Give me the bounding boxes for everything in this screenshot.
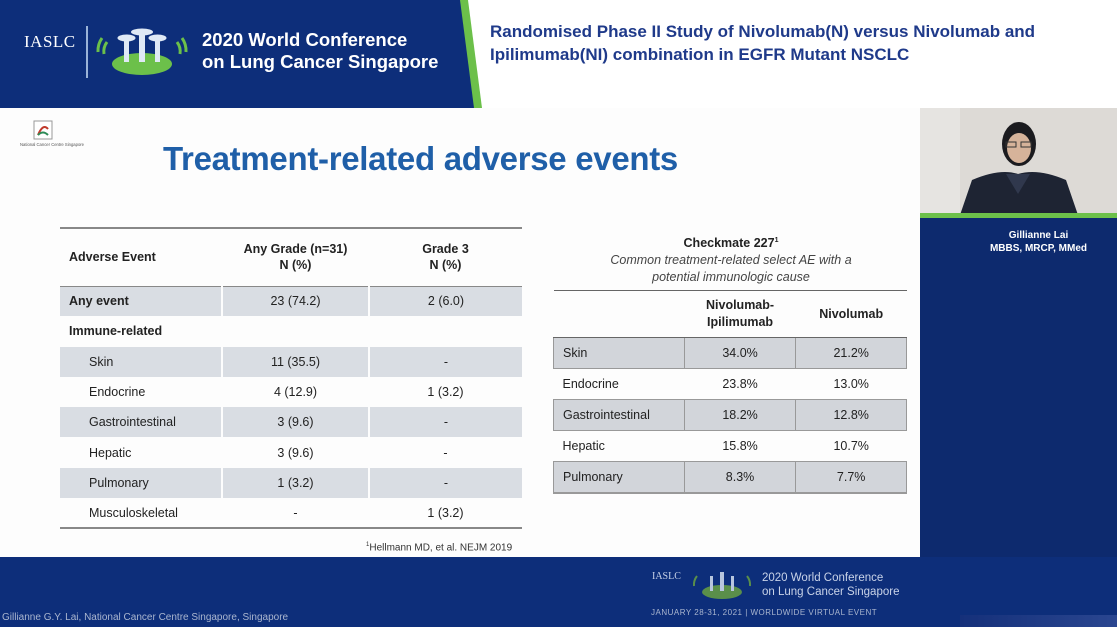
row-grade3: - (369, 407, 522, 437)
row-nivo: 21.2% (796, 338, 907, 369)
row-label: Hepatic (562, 439, 605, 453)
bottom-conference-title (762, 571, 899, 599)
nccs-logo-text: National Cancer Centre Singapore (20, 142, 85, 147)
row-nivo-ipi: 18.2% (684, 400, 796, 431)
row-nivo: 7.7% (796, 462, 907, 493)
row-nivo-ipi: 34.0% (684, 338, 796, 369)
table-row (60, 498, 522, 528)
table-row (554, 462, 907, 493)
checkmate-table (553, 290, 907, 494)
bottom-conference-line1: 2020 World Conference (762, 572, 884, 584)
table-header-any-grade: Any Grade (n=31) N (%) (222, 228, 369, 286)
row-grade3: 1 (3.2) (369, 498, 522, 528)
table-row (60, 316, 522, 346)
footnote: $^1$Hellmann MD, et al. NEJM 2019 (366, 542, 513, 554)
row-grade3 (369, 316, 522, 346)
row-label: Hepatic (89, 445, 132, 460)
row-label: Gastrointestinal (554, 400, 685, 431)
bottom-event-dates: JANUARY 28-31, 2021 | WORLDWIDE VIRTUAL EVENT (651, 608, 878, 617)
table-header-grade3: Grade 3 N (%) (369, 228, 522, 286)
bottom-right-band (960, 615, 1117, 627)
checkmate-title: Checkmate $227^1$ (683, 236, 779, 251)
table-row (554, 431, 907, 462)
checkmate-subtitle-line2: potential immunologic cause (652, 270, 810, 285)
row-label: Pulmonary (554, 462, 685, 493)
row-grade3: 2 (6.0) (369, 286, 522, 316)
row-label: Gastrointestinal (60, 407, 222, 437)
iaslc-logo-text: IASLC (24, 32, 76, 51)
row-any-grade: 23 (74.2) (222, 286, 369, 316)
bottom-conference-logo-icon (688, 568, 756, 602)
row-label: Endocrine (89, 385, 146, 400)
row-label: Any event (60, 286, 222, 316)
conference-title (202, 29, 438, 73)
speaker-credentials: MBBS, MRCP, MMed (989, 243, 1088, 254)
table-row (60, 286, 522, 316)
speaker-name: Gillianne Lai (1008, 230, 1069, 241)
row-label: Immune-related (69, 324, 163, 339)
conference-logo-icon (92, 24, 192, 80)
table-row (554, 338, 907, 369)
nccs-logo-icon (18, 118, 88, 173)
row-nivo: 12.8% (796, 400, 907, 431)
row-grade3: - (369, 468, 522, 498)
table-row (554, 369, 907, 400)
cm-header-nivo-ipi: Nivolumab- Ipilimumab (684, 291, 796, 338)
bottom-speaker-caption: Gillianne G.Y. Lai, National Cancer Centre Singapore, Singapore (2, 612, 289, 623)
checkmate-subtitle-line1: Common treatment-related select AE with a (610, 253, 852, 268)
row-any-grade: 1 (3.2) (222, 468, 369, 498)
cm-header-nivo: Nivolumab (796, 291, 907, 338)
speaker-video (920, 108, 1117, 215)
row-any-grade: 11 (35.5) (222, 347, 369, 377)
table-row (60, 377, 522, 407)
adverse-events-table (60, 227, 522, 529)
table-row (60, 437, 522, 467)
row-label: Skin (60, 347, 222, 377)
row-nivo: 10.7% (833, 439, 869, 453)
table-row (60, 347, 522, 377)
row-nivo: 13.0% (833, 377, 869, 391)
row-grade3: 1 (3.2) (427, 385, 464, 400)
slide-title: Treatment-related adverse events (163, 140, 678, 177)
row-label: Endocrine (562, 377, 619, 391)
row-label: Pulmonary (60, 468, 222, 498)
row-nivo-ipi: 23.8% (722, 377, 758, 391)
row-label: Skin (554, 338, 685, 369)
study-title: Randomised Phase II Study of Nivolumab(N) versus Nivolumab and Ipilimumab(NI) combination in EGFR Mutant NSCLC (490, 22, 1036, 64)
header-divider (86, 26, 88, 78)
table-row (60, 468, 522, 498)
conference-title-line2: on Lung Cancer Singapore (202, 51, 439, 72)
table-row (60, 407, 522, 437)
speaker-name-card (920, 229, 1117, 255)
table-row (554, 400, 907, 431)
row-label: Musculoskeletal (60, 498, 222, 528)
row-any-grade: - (222, 498, 369, 528)
row-any-grade: 4 (12.9) (273, 385, 318, 400)
row-any-grade (222, 316, 369, 346)
cm-header-blank (554, 291, 685, 338)
row-any-grade: 3 (9.6) (222, 407, 369, 437)
row-any-grade: 3 (9.6) (277, 445, 314, 460)
bottom-conference-line2: on Lung Cancer Singapore (762, 586, 900, 598)
row-grade3: - (443, 445, 448, 460)
row-nivo-ipi: 15.8% (722, 439, 758, 453)
checkmate-heading (555, 232, 907, 286)
presentation-slide (0, 108, 920, 557)
table-header-adverse-event: Adverse Event (60, 228, 222, 286)
speaker-accent-stripe (920, 213, 1117, 218)
bottom-iaslc-text: IASLC (652, 571, 681, 582)
row-grade3: - (369, 347, 522, 377)
conference-title-line1: 2020 World Conference (202, 29, 408, 50)
row-nivo-ipi: 8.3% (684, 462, 796, 493)
